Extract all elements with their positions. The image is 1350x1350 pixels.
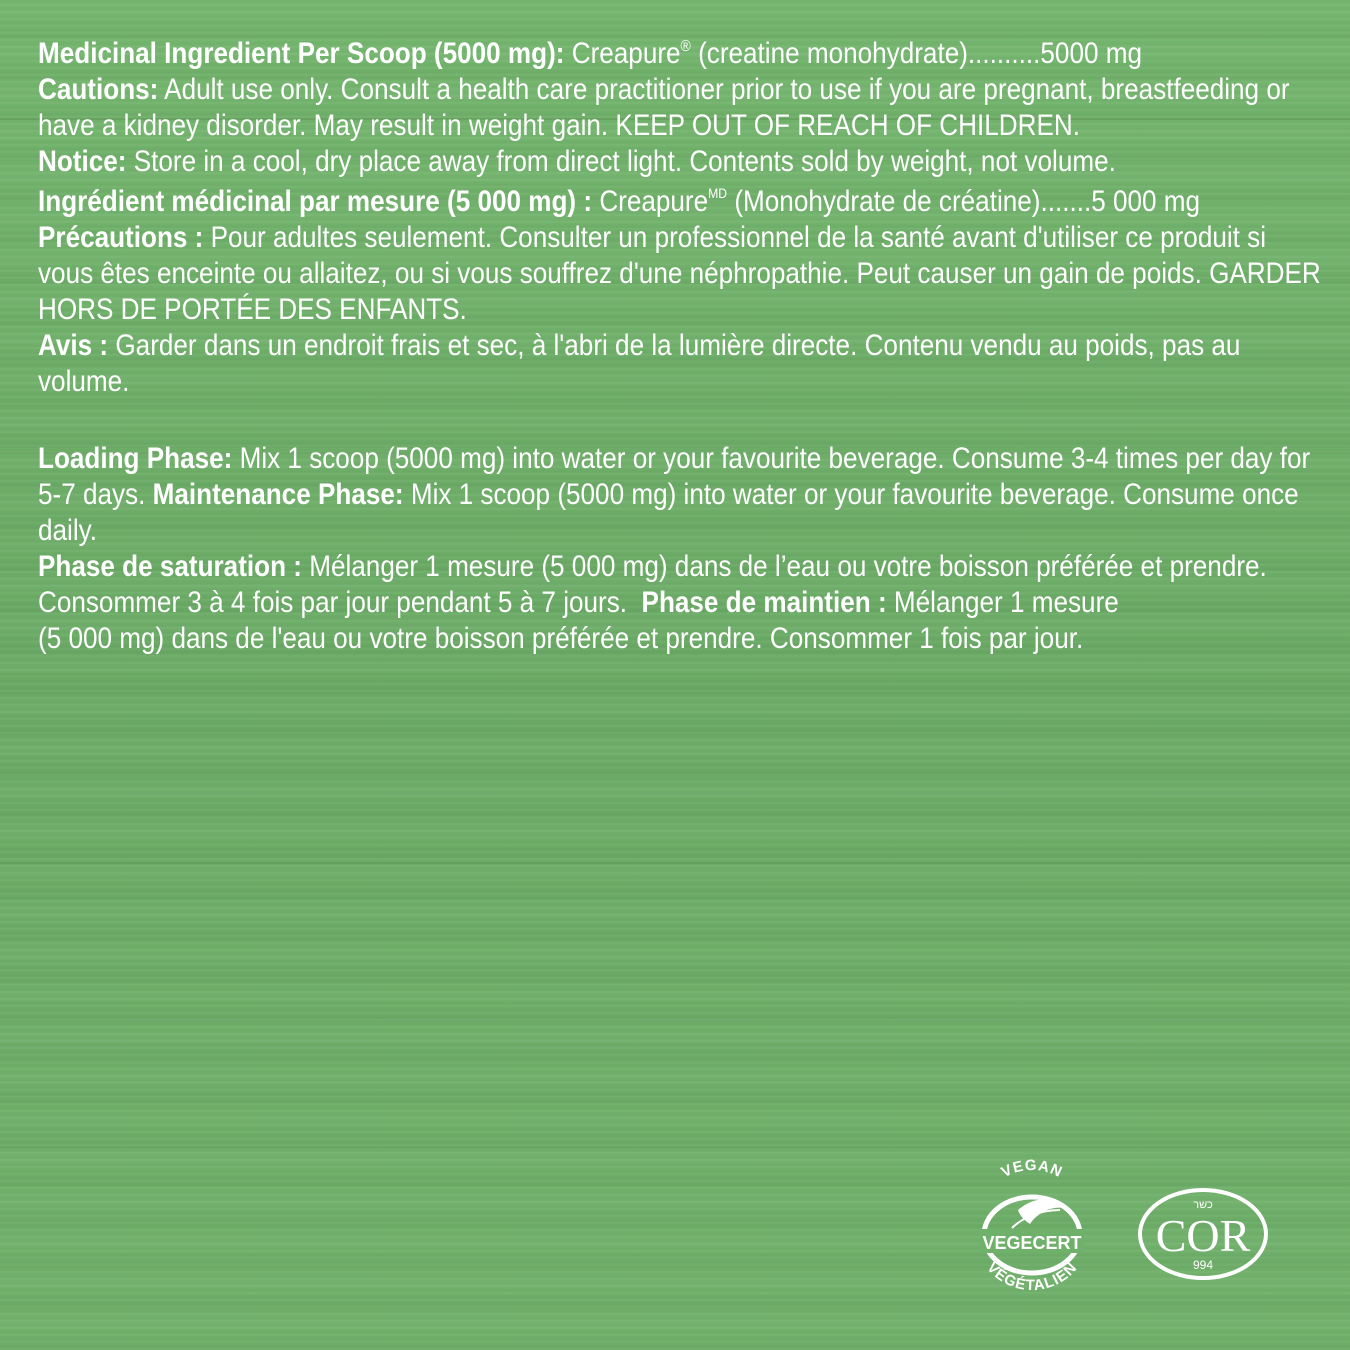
english-cautions: Cautions: Adult use only. Consult a health care practitioner prior to use if you are pregnant, breastfeeding or have a kidney disorder. May result in weight gain. KEEP OUT OF REACH OF CHILDREN. (38, 73, 1290, 142)
french-ingredient: Ingrédient médicinal par mesure (5 000 mg) : Creapure$^{MD}$ (Monohydrate de créatine).......5 000 mg (38, 185, 1201, 218)
vegecert-wordmark: VEGECERT (982, 1233, 1082, 1253)
french-notice: Avis : Garder dans un endroit frais et sec, à l'abri de la lumière directe. Contenu vendu au poids, pas au volume. (38, 329, 1241, 398)
directions-english: Loading Phase: Mix 1 scoop (5000 mg) into water or your favourite beverage. Consume 3-4 times per day for 5-7 days. Maintenance Phase: Mix 1 scoop (5000 mg) into water or your favourite beverage. Consume once daily. (38, 442, 1311, 547)
french-cautions: Précautions : Pour adultes seulement. Consulter un professionnel de la santé avant d'utiliser ce produit si vous êtes enceinte ou allaitez, ou si vous souffrez d'une néphropathie. Peut causer un gain de poids. GARDER HORS DE PORTÉE DES ENFANTS. (38, 221, 1321, 326)
wood-seam (0, 862, 1350, 864)
vegetalien-arc-text: VÉGÉTALIEN (983, 1258, 1081, 1295)
cor-wordmark: COR (1155, 1210, 1251, 1261)
directions-french: Phase de saturation : Mélanger 1 mesure (5 000 mg) dans de l’eau ou votre boisson préférée et prendre. Consommer 3 à 4 fois par jour pendant 5 à 7 jours. Phase de maintien : Mélanger 1 mesure (5 000 mg) dans de l'eau ou votre boisson préférée et prendre. Consommer 1 fois par jour. (38, 550, 1267, 655)
label-text-block (38, 36, 1321, 657)
vegecert-vegan-logo (980, 1158, 1084, 1294)
english-notice: Notice: Store in a cool, dry place away from direct light. Contents sold by weight, not volume. (38, 145, 1116, 178)
kosher-hebrew-text: כשר (1193, 1199, 1213, 1211)
wood-seam (0, 1146, 1350, 1148)
cor-number: 994 (1192, 1258, 1214, 1272)
cor-kosher-logo (1140, 1190, 1266, 1278)
certification-logos-svg (960, 1158, 1280, 1298)
section-gap (38, 400, 1328, 441)
vegan-arc-text: VEGAN (998, 1158, 1066, 1182)
certification-logos (960, 1158, 1280, 1298)
english-ingredient: Medicinal Ingredient Per Scoop (5000 mg): Creapure® (creatine monohydrate)..........5000 mg (38, 37, 1142, 70)
